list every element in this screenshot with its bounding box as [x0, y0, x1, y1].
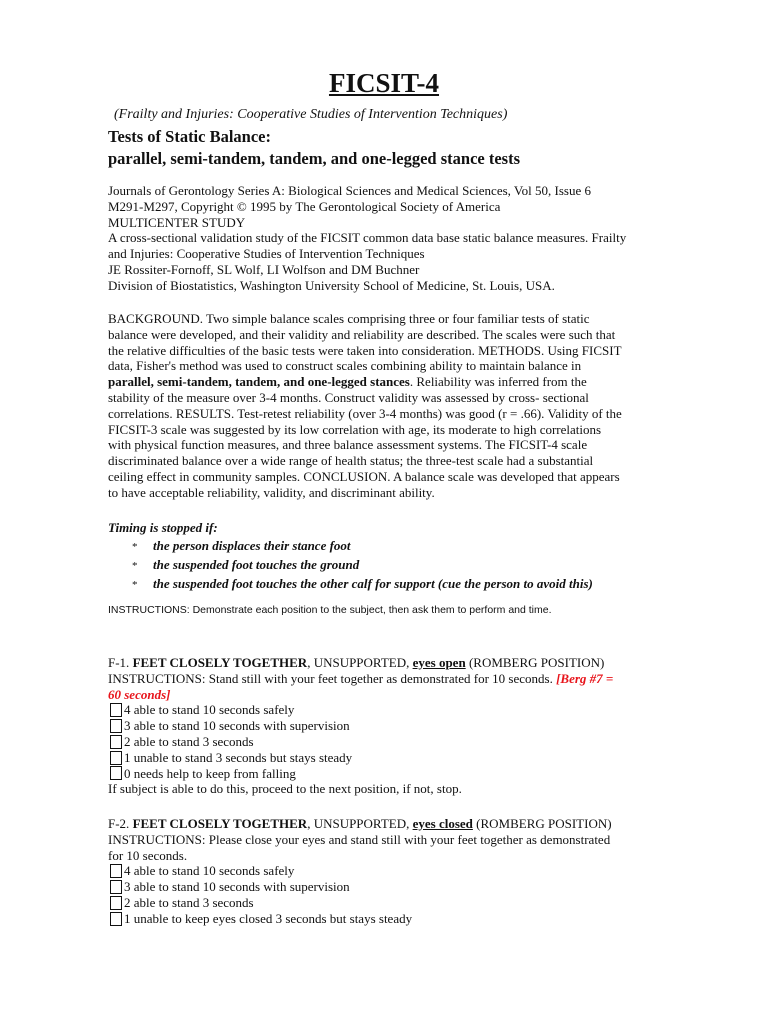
checkbox[interactable]	[110, 735, 122, 749]
option-label: 4 able to stand 10 seconds safely	[124, 863, 295, 879]
option-label: 3 able to stand 10 seconds with supervision	[124, 879, 350, 895]
bullet-star-icon: *	[132, 560, 138, 572]
option-label: 2 able to stand 3 seconds	[124, 733, 254, 749]
abstract-line-mixed	[108, 374, 668, 390]
f2-suffix: (ROMBERG POSITION)	[472, 816, 612, 831]
f2-option[interactable]	[108, 863, 668, 879]
checkbox[interactable]	[110, 912, 122, 926]
citation-line: Journals of Gerontology Series A: Biological Sciences and Medical Sciences, Vol 50, Issue 6	[108, 183, 591, 198]
f2-eyes-label: eyes closed	[412, 816, 473, 831]
bullet-star-icon: *	[132, 541, 138, 553]
abstract-line: discriminated balance over a wide range of health status; the three-test scale had a substantial	[108, 453, 594, 469]
option-label: 1 unable to stand 3 seconds but stays steady	[124, 749, 353, 765]
f1-option[interactable]	[108, 734, 668, 750]
timing-heading: Timing is stopped if:	[108, 520, 218, 535]
abstract-line: FICSIT-3 scale was suggested by its low correlation with age, its moderate to high correlations	[108, 421, 602, 437]
subtitle: (Frailty and Injuries: Cooperative Studies of Intervention Techniques)	[114, 107, 508, 122]
f1-option[interactable]	[108, 702, 668, 718]
f2-option[interactable]	[108, 879, 668, 895]
abstract-line: to have acceptable reliability, validity, and discriminant ability.	[108, 484, 435, 500]
checkbox[interactable]	[110, 703, 122, 717]
citation-line: Division of Biostatistics, Washington University School of Medicine, St. Louis, USA.	[108, 277, 555, 293]
option-label: 2 able to stand 3 seconds	[124, 894, 254, 910]
option-label: 3 able to stand 10 seconds with supervision	[124, 718, 350, 734]
citation-line: JE Rossiter-Fornoff, SL Wolf, LI Wolfson and DM Buchner	[108, 261, 420, 277]
option-label: 1 unable to keep eyes closed 3 seconds but stays steady	[124, 910, 413, 926]
f1-bold-label: FEET CLOSELY TOGETHER	[132, 655, 308, 670]
abstract-line: balance were developed, and their validity and reliability are described. The scales were such that	[108, 326, 616, 342]
f2-instructions-cont: for 10 seconds.	[108, 847, 188, 863]
f1-instructions-text: INSTRUCTIONS: Stand still with your feet together as demonstrated for 10 seconds.	[108, 670, 557, 686]
page-title: FICSIT-4	[328, 68, 440, 98]
f1-option[interactable]	[108, 766, 668, 782]
f2-option[interactable]	[108, 911, 668, 927]
heading-tests: Tests of Static Balance:	[108, 127, 272, 146]
checkbox[interactable]	[110, 896, 122, 910]
f1-berg-ref: [Berg #7 =	[556, 670, 614, 686]
option-label: 4 able to stand 10 seconds safely	[124, 702, 295, 718]
checkbox[interactable]	[110, 880, 122, 894]
abstract-line: the relative difficulties of the basic tests were taken into consideration. METHODS. Using FICSIT	[108, 342, 622, 358]
f2-bold-label: FEET CLOSELY TOGETHER	[132, 816, 308, 831]
f2-instructions: INSTRUCTIONS: Please close your eyes and stand still with your feet together as demonstrated	[108, 831, 611, 847]
f1-option[interactable]	[108, 750, 668, 766]
f1-eyes-label: eyes open	[412, 655, 466, 670]
f2-mid: , UNSUPPORTED,	[307, 816, 413, 831]
f1-berg-ref-cont: 60 seconds]	[108, 686, 171, 702]
f2-title	[108, 816, 668, 832]
abstract-line: data, Fisher's method was used to construct scales combining ability to maintain balance in	[108, 358, 582, 374]
abstract-line-tail: . Reliability was inferred from the	[409, 374, 587, 390]
abstract-line: BACKGROUND. Two simple balance scales comprising three or four familiar tests of static	[108, 311, 590, 326]
test-f2-section	[108, 816, 668, 927]
bullet-star-icon: *	[132, 579, 138, 591]
f1-instructions	[108, 671, 668, 687]
f1-mid: , UNSUPPORTED,	[307, 655, 413, 670]
test-f1-section	[108, 655, 668, 797]
f1-prefix: F-1.	[108, 655, 133, 670]
f1-footer: If subject is able to do this, proceed to the next position, if not, stop.	[108, 781, 462, 797]
abstract-paragraph	[108, 311, 668, 501]
checkbox[interactable]	[110, 719, 122, 733]
abstract-line: ceiling effect in community samples. CONCLUSION. A balance scale was developed that appears	[108, 468, 620, 484]
list-item	[132, 575, 593, 594]
f1-suffix: (ROMBERG POSITION)	[465, 655, 605, 670]
option-label: 0 needs help to keep from falling	[124, 765, 296, 781]
timing-list	[132, 537, 593, 594]
list-item-text: the person displaces their stance foot	[153, 538, 351, 553]
citation-line: MULTICENTER STUDY	[108, 214, 246, 230]
list-item	[132, 537, 593, 556]
heading-stance-tests: parallel, semi-tandem, tandem, and one-legged stance tests	[108, 149, 521, 168]
citation-block	[108, 183, 668, 294]
citation-line: and Injuries: Cooperative Studies of Intervention Techniques	[108, 246, 425, 262]
abstract-line: with physical function measures, and three balance assessment systems. The FICSIT-4 scale	[108, 437, 588, 453]
checkbox[interactable]	[110, 864, 122, 878]
abstract-line: correlations. RESULTS. Test-retest reliability (over 3-4 months) was good (r = .66). Validity of the	[108, 405, 622, 421]
list-item-text: the suspended foot touches the ground	[153, 557, 360, 572]
citation-line: A cross-sectional validation study of the FICSIT common data base static balance measures. Frailty	[108, 230, 627, 246]
abstract-line: stability of the measure over 3-4 months. Construct validity was assessed by cross- sectional	[108, 389, 589, 405]
f2-option[interactable]	[108, 895, 668, 911]
f2-prefix: F-2.	[108, 816, 133, 831]
list-item	[132, 556, 593, 575]
abstract-bold-phrase: parallel, semi-tandem, tandem, and one-legged stances	[108, 374, 410, 390]
checkbox[interactable]	[110, 766, 122, 780]
checkbox[interactable]	[110, 751, 122, 765]
general-instructions: INSTRUCTIONS: Demonstrate each position to the subject, then ask them to perform and time.	[108, 604, 552, 616]
citation-line: M291-M297, Copyright © 1995 by The Gerontological Society of America	[108, 198, 501, 214]
f1-option[interactable]	[108, 718, 668, 734]
f1-title	[108, 655, 668, 671]
list-item-text: the suspended foot touches the other calf for support (cue the person to avoid this)	[153, 576, 593, 591]
